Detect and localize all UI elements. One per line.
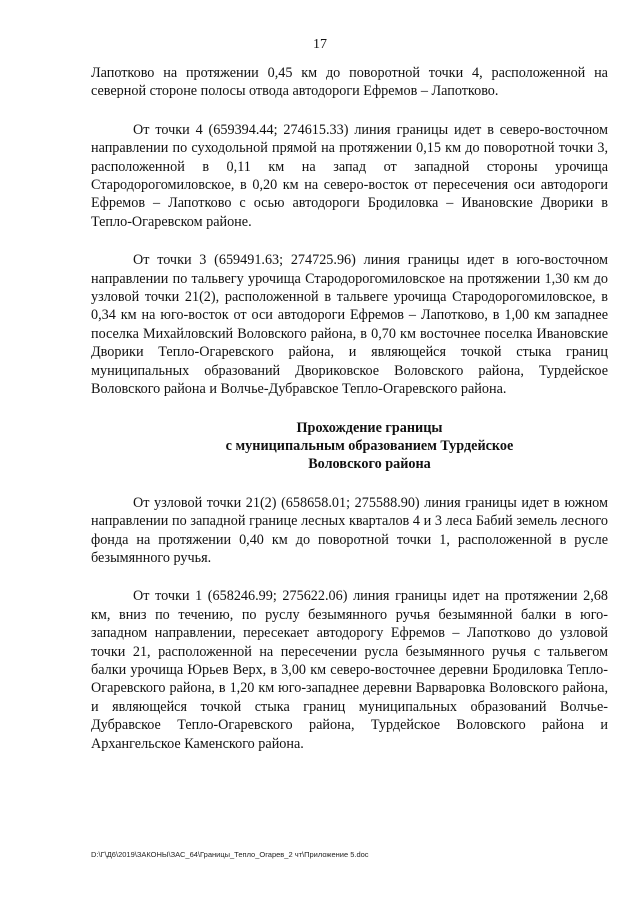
heading-line-1: Прохождение границы [296,419,443,436]
heading-line-3: Воловского района [308,456,431,473]
paragraph-node-21-2: От узловой точки 21(2) (658658.01; 275588.90) линия границы идет в южном направлении по западной границе лесных кварталов 4 и 3 леса Бабий земель лесного фонда на протяжении 0,40 км до поворотной точки 1, расположенной в русле безымянного ручья. [91,494,608,566]
paragraph-continuation: Лапотково на протяжении 0,45 км до поворотной точки 4, расположенной на северной стороне полосы отвода автодороги Ефремов – Лапотково. [91,65,608,100]
heading-line-2: с муниципальным образованием Турдейское [225,437,514,454]
document-body [91,64,608,753]
page-number: 17 [313,37,327,52]
paragraph-point-4: От точки 4 (659394.44; 274615.33) линия границы идет в северо-восточном направлении по суходольной прямой на протяжении 0,15 км до поворотной точки 3, расположенной в 0,11 км на запад от западной стороны урочища Стародорогомиловское, в 0,20 км на северо-восток от пересечения оси автодороги Ефремов – Лапотково с осью автодороги Бродиловка – Ивановские Дворики в Тепло-Огаревском районе. [91,121,608,230]
section-heading [91,419,608,474]
file-path-footer: D:\Г\Д6\2019\ЗАКОНЫ\ЗАС_64\Границы_Тепло_Огарев_2 чт\Приложение 5.doc [91,850,369,859]
paragraph-point-1: От точки 1 (658246.99; 275622.06) линия границы идет на протяжении 2,68 км, вниз по течению, по руслу безымянного ручья безымянной балки в юго-западном направлении, пересекает автодорогу Ефремов – Лапотково до узловой точки 21, расположенной на пересечении русла безымянного ручья с тальвегом балки урочища Юрьев Верх, в 3,00 км северо-восточнее деревни Бродиловка Тепло-Огаревского района, в 1,20 км юго-западнее деревни Варваровка Воловского района, и являющейся точкой стыка границ муниципальных образований Волчье-Дубравское Тепло-Огаревского района, Турдейское Воловского района и Архангельское Каменского района. [91,588,608,752]
paragraph-point-3: От точки 3 (659491.63; 274725.96) линия границы идет в юго-восточном направлении по тальвегу урочища Стародорогомиловское на протяжении 1,30 км до узловой точки 21(2), расположенной в тальвеге урочища Стародорогомиловское, в 0,34 км на юго-восток от оси автодороги Ефремов – Лапотково, в 1,00 км западнее поселка Михайловский Воловского района, в 0,70 км восточнее поселка Ивановские Дворики Тепло-Огаревского района, и являющейся точкой стыка границ муниципальных образований Двориковское Воловского района, Турдейское Воловского района и Волчье-Дубравское Тепло-Огаревского района. [91,252,608,398]
